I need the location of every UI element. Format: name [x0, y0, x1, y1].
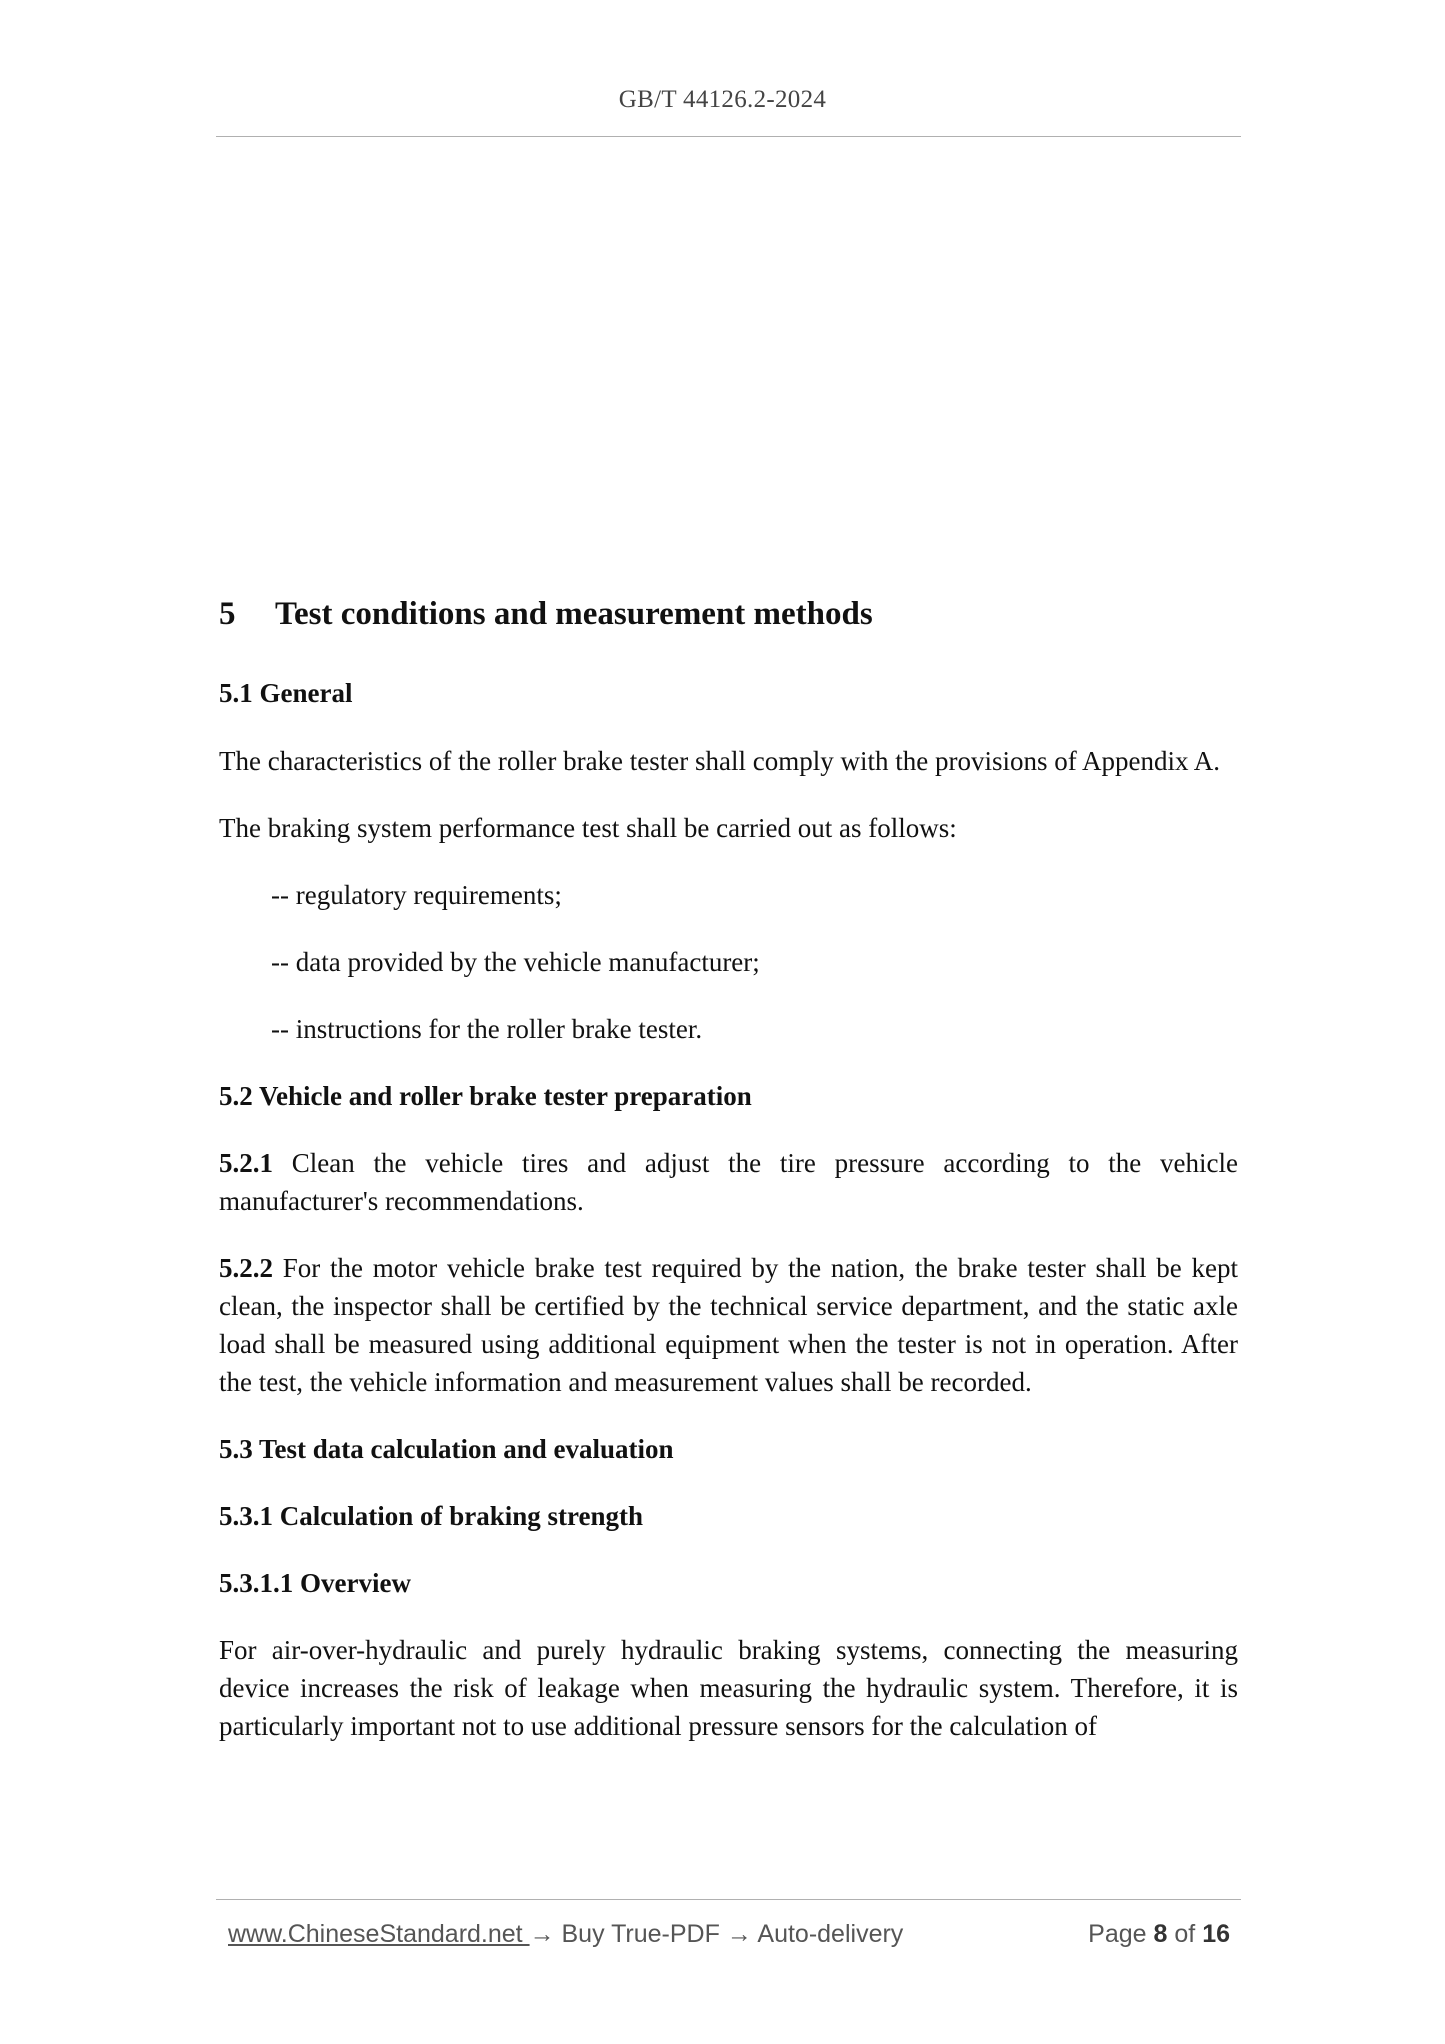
- heading-5-3: 5.3 Test data calculation and evaluation: [219, 1434, 674, 1464]
- clause-number: 5.2.2: [219, 1253, 273, 1283]
- list-item-regulatory: -- regulatory requirements;: [271, 880, 562, 910]
- list-item-tester-instructions: -- instructions for the roller brake tester.: [271, 1014, 703, 1044]
- heading-5-3-1: 5.3.1 Calculation of braking strength: [219, 1501, 644, 1531]
- website-link[interactable]: www.ChineseStandard.net: [228, 1920, 530, 1948]
- clause-5-2-1: [219, 1144, 1238, 1220]
- section-number: 5: [219, 596, 236, 632]
- paragraph-5-1-characteristics: The characteristics of the roller brake tester shall comply with the provisions of Appendix A.: [219, 746, 1220, 776]
- heading-5-3-1-1: 5.3.1.1 Overview: [219, 1568, 411, 1598]
- clause-text: For the motor vehicle brake test required by the nation, the brake tester shall be kept clean, the inspector shall be certified by the technical service department, and the static axle load shall be measured using additional equipment when the tester is not in operation. After the test, the vehicle information and measurement values shall be recorded.: [219, 1253, 1239, 1397]
- list-item-manufacturer-data: -- data provided by the vehicle manufacturer;: [271, 947, 760, 977]
- footer-divider: [216, 1899, 1241, 1900]
- page-number: [1088, 1920, 1230, 1949]
- page-current: 8: [1153, 1920, 1168, 1948]
- page-of: of: [1174, 1920, 1196, 1948]
- page-total: 16: [1202, 1920, 1230, 1948]
- clause-text: Clean the vehicle tires and adjust the tire pressure according to the vehicle manufacturer's recommendations.: [219, 1148, 1239, 1216]
- section-title: [219, 588, 1238, 640]
- buy-true-pdf-text: Buy True-PDF: [554, 1920, 727, 1948]
- paragraph-5-3-1-1-overview: For air-over-hydraulic and purely hydraulic braking systems, connecting the measuring device increases the risk of leakage when measuring the hydraulic system. Therefore, it is particularly important not to use additional pressure sensors for the calculation of: [219, 1635, 1238, 1741]
- page-label: Page: [1088, 1920, 1147, 1948]
- clause-number: 5.2.1: [219, 1148, 273, 1178]
- auto-delivery-text: Auto-delivery: [751, 1920, 904, 1948]
- paragraph-5-1-performance: The braking system performance test shall be carried out as follows:: [219, 813, 957, 843]
- clause-5-2-2: [219, 1249, 1238, 1401]
- page-footer: [228, 1920, 1230, 1949]
- section-title-text: Test conditions and measurement methods: [275, 596, 873, 632]
- arrow-right-icon: →: [529, 1920, 555, 1948]
- arrow-right-icon: →: [726, 1920, 752, 1948]
- header-divider: [216, 136, 1241, 137]
- heading-5-1: 5.1 General: [219, 678, 353, 708]
- document-id-header: GB/T 44126.2-2024: [618, 86, 827, 113]
- heading-5-2: 5.2 Vehicle and roller brake tester preparation: [219, 1081, 752, 1111]
- page-content: [219, 588, 1238, 1745]
